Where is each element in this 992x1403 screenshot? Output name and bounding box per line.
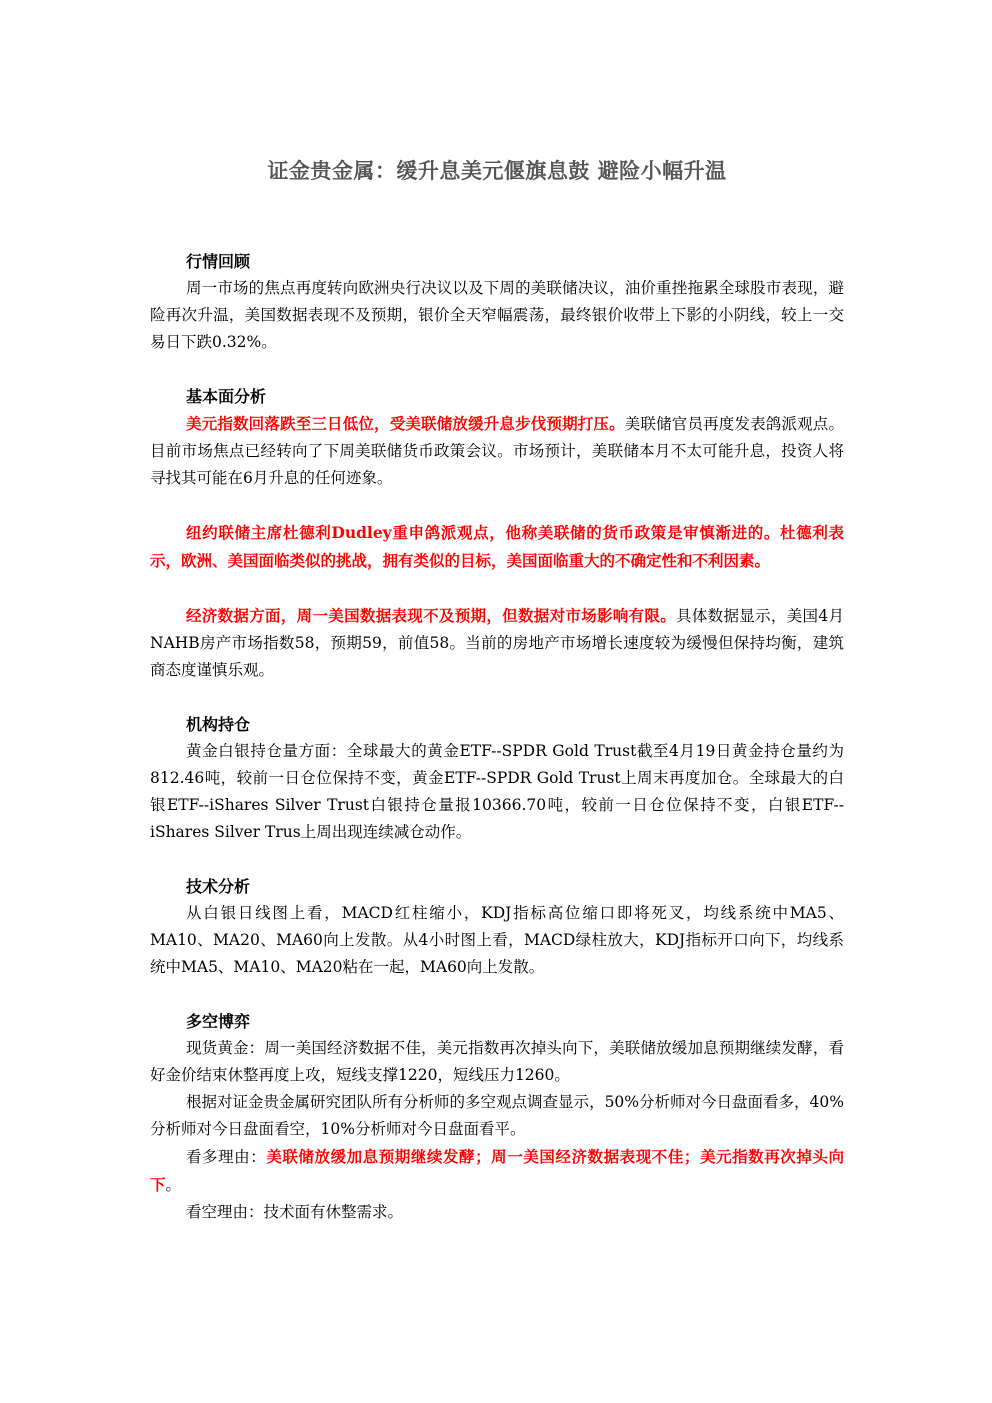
spot-gold-paragraph: 现货黄金：周一美国经济数据不佳，美元指数再次掉头向下，美联储放缓加息预期继续发酵，看好金价结束休整再度上攻，短线支撑1220，短线压力1260。 [150, 1039, 844, 1084]
section-heading-positions: 机构持仓 [186, 715, 251, 734]
document-body [150, 248, 844, 1226]
fundamentals-highlight-1: 美元指数回落跌至三日低位，受美联储放缓升息步伐预期打压。 [186, 414, 625, 433]
spacer [150, 846, 844, 873]
spacer [150, 575, 844, 602]
section-heading-technical: 技术分析 [186, 877, 251, 896]
fundamentals-paragraph-1 [150, 410, 844, 492]
document-title: 证金贵金属：缓升息美元偃旗息鼓 避险小幅升温 [267, 159, 727, 183]
bull-reasons-highlight: 美联储放缓加息预期继续发酵；周一美国经济数据表现不佳；美元指数再次掉头向下 [150, 1147, 844, 1194]
spacer [150, 492, 844, 519]
bear-reasons-text: 技术面有休整需求。 [263, 1203, 404, 1221]
survey-paragraph: 根据对证金贵金属研究团队所有分析师的多空观点调查显示，50%分析师对今日盘面看多，40%分析师对今日盘面看空，10%分析师对今日盘面看平。 [150, 1093, 844, 1138]
positions-paragraph: 黄金白银持仓量方面：全球最大的黄金ETF--SPDR Gold Trust截至4月19日黄金持仓量约为812.46吨，较前一日仓位保持不变，黄金ETF--SPDR Gold Trust上周末再度加仓。全球最大的白银ETF--iShares Silver Trust白银持仓量报10366.70吨，较前一日仓位保持不变，白银ETF--iShares Silver Trus上周出现连续减仓动作。 [150, 742, 844, 841]
fundamentals-paragraph-2 [150, 519, 844, 575]
section-heading-market-review: 行情回顾 [186, 252, 251, 271]
fundamentals-paragraph-3 [150, 602, 844, 684]
bear-reasons-label: 看空理由： [186, 1203, 264, 1221]
fundamentals-text-1: 美联储官员再度发表鸽派观点。目前市场焦点已经转向了下周美联储货币政策会议。市场预计，美联储本月不太可能升息，投资人将寻找其可能在6月升息的任何迹象。 [150, 415, 844, 487]
section-heading-long-short: 多空博弈 [186, 1012, 251, 1031]
bull-reasons-end: 。 [165, 1176, 182, 1194]
bull-reasons-label: 看多理由： [186, 1148, 267, 1166]
spacer [150, 684, 844, 711]
market-review-paragraph: 周一市场的焦点再度转向欧洲央行决议以及下周的美联储决议，油价重挫拖累全球股市表现，避险再次升温，美国数据表现不及预期，银价全天窄幅震荡，最终银价收带上下影的小阴线，较上一交易日下跌0.32%。 [150, 279, 844, 351]
bear-reasons-paragraph [150, 1199, 844, 1226]
fundamentals-highlight-3: 经济数据方面，周一美国数据表现不及预期，但数据对市场影响有限。 [186, 606, 677, 625]
fundamentals-highlight-2: 纽约联储主席杜德利Dudley重申鸽派观点，他称美联储的货币政策是审慎渐进的。杜德利表示，欧洲、美国面临类似的挑战，拥有类似的目标，美国面临重大的不确定性和不利因素。 [150, 523, 844, 570]
spacer [150, 356, 844, 383]
technical-paragraph: 从白银日线图上看，MACD红柱缩小，KDJ指标高位缩口即将死叉，均线系统中MA5、MA10、MA20、MA60向上发散。从4小时图上看，MACD绿柱放大，KDJ指标开口向下，均线系统中MA5、MA10、MA20粘在一起，MA60向上发散。 [150, 904, 844, 976]
bull-reasons-paragraph [150, 1143, 844, 1199]
spacer [150, 981, 844, 1008]
fundamentals-text-3: 具体数据显示，美国4月NAHB房产市场指数58，预期59，前值58。当前的房地产市场增长速度较为缓慢但保持均衡，建筑商态度谨慎乐观。 [150, 607, 844, 679]
section-heading-fundamentals: 基本面分析 [186, 387, 267, 406]
